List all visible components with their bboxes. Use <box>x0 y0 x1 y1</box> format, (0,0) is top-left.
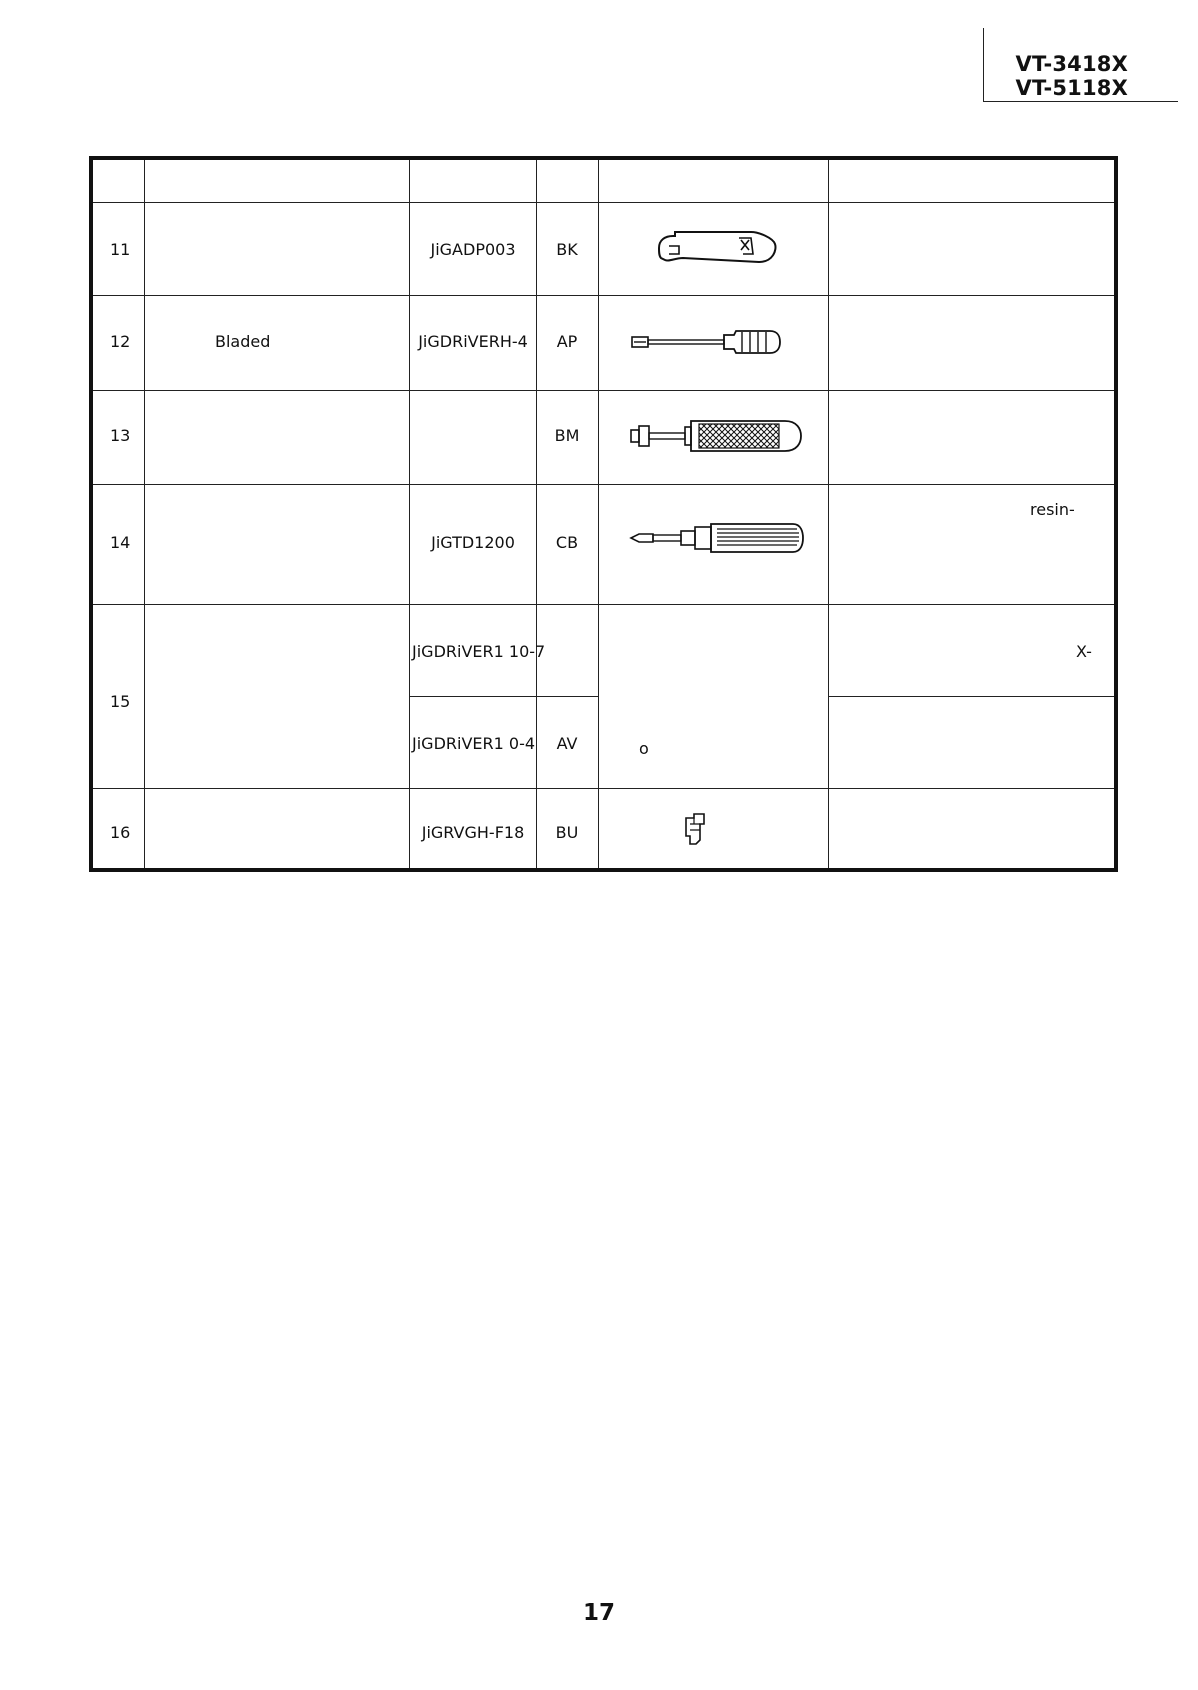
sub-row-divider <box>828 696 1114 697</box>
row-13-price-code: BM <box>554 426 580 445</box>
knurled-handle-screwdriver-icon <box>629 417 803 455</box>
row-divider <box>93 295 1114 296</box>
row-15a-part-code: JiGDRiVER1 10-7 <box>412 642 546 661</box>
row-16-number: 16 <box>110 823 131 842</box>
column-divider <box>409 160 410 868</box>
hook-wrench-icon <box>655 228 779 268</box>
model-number-1: VT-3418X <box>1015 52 1128 76</box>
row-12-price-code: AP <box>556 332 578 351</box>
row-13-number: 13 <box>110 426 131 445</box>
row-16-part-code: JiGRVGH-F18 <box>421 823 525 842</box>
model-number-box <box>983 28 1178 102</box>
row-11-part-code: JiGADP003 <box>430 240 516 259</box>
column-divider <box>828 160 829 868</box>
row-11-number: 11 <box>110 240 131 259</box>
row-11-price-code: BK <box>556 240 578 259</box>
column-divider <box>144 160 145 868</box>
row-15a-remarks: X- <box>1076 642 1092 661</box>
row-15b-price-code: AV <box>556 734 578 753</box>
column-divider <box>536 160 537 868</box>
small-ring-icon: o <box>639 739 649 758</box>
row-12-name: Bladed <box>215 332 271 351</box>
row-12-part-code: JiGDRiVERH-4 <box>418 332 528 351</box>
row-16-price-code: BU <box>555 823 579 842</box>
row-14-part-code: JiGTD1200 <box>431 533 515 552</box>
row-divider <box>93 390 1114 391</box>
page-number: 17 <box>582 1600 615 1626</box>
column-divider <box>598 160 599 868</box>
row-divider <box>93 484 1114 485</box>
row-12-number: 12 <box>110 332 131 351</box>
clip-holder-icon <box>682 810 708 846</box>
model-number-2: VT-5118X <box>1015 76 1128 100</box>
row-15-number: 15 <box>110 692 131 711</box>
row-divider <box>93 788 1114 789</box>
row-15b-part-code: JiGDRiVER1 0-4 <box>412 734 536 753</box>
sub-row-divider <box>409 696 599 697</box>
torque-screwdriver-icon <box>629 520 805 556</box>
row-divider <box>93 604 1114 605</box>
row-14-number: 14 <box>110 533 131 552</box>
service-tools-table <box>89 156 1118 872</box>
row-14-remarks: resin- <box>1030 500 1075 519</box>
row-14-price-code: CB <box>555 533 579 552</box>
flat-blade-screwdriver-icon <box>630 327 782 357</box>
header-row-divider <box>93 202 1114 203</box>
